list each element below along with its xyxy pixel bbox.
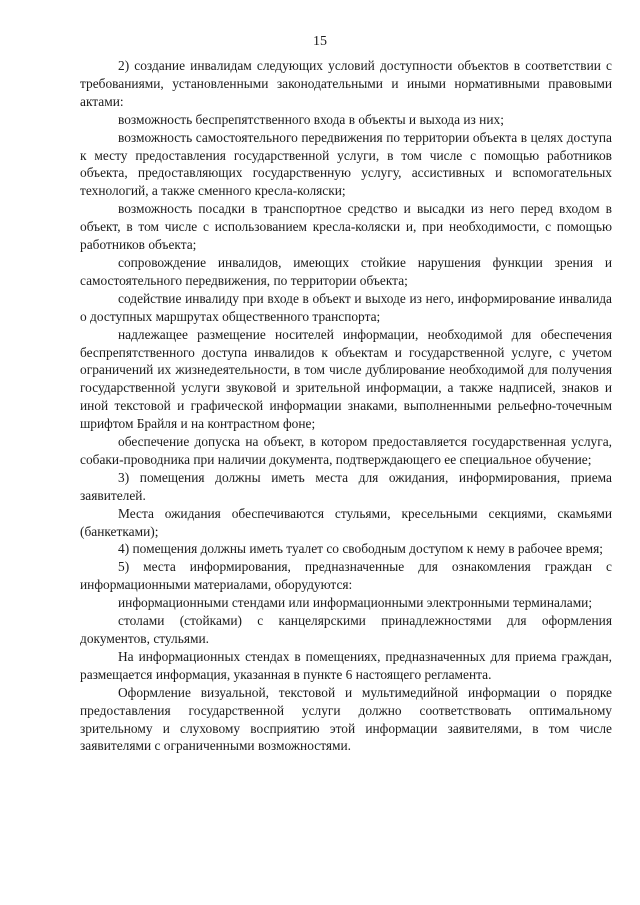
paragraph: возможность посадки в транспортное средство и высадки из него перед входом в объект, в том числе с использованием кресла-коляски и, при необходимости, с помощью работников объекта; xyxy=(80,201,612,253)
document-body xyxy=(80,57,612,755)
paragraph: 5) места информирования, предназначенные для ознакомления граждан с информационными материалами, оборудуются: xyxy=(80,559,612,593)
paragraph: 2) создание инвалидам следующих условий доступности объектов в соответствии с требованиями, установленными законодательными и иными нормативными правовыми актами: xyxy=(80,58,612,109)
paragraph: сопровождение инвалидов, имеющих стойкие нарушения функции зрения и самостоятельного передвижения, по территории объекта; xyxy=(80,254,612,288)
paragraph: На информационных стендах в помещениях, предназначенных для приема граждан, размещается информация, указанная в пункте 6 настоящего регламента. xyxy=(80,648,612,682)
paragraph: Оформление визуальной, текстовой и мультимедийной информации о порядке предоставления государственной услуги должно соответствовать оптимальному зрительному и слуховому восприятию этой информации заявителями, в том числе заявителями с ограниченными возможностями. xyxy=(80,684,612,754)
paragraph: обеспечение допуска на объект, в котором предоставляется государственная услуга, собаки-проводника при наличии документа, подтверждающего ее специальное обучение; xyxy=(80,434,612,467)
paragraph: надлежащее размещение носителей информации, необходимой для обеспечения беспрепятственного доступа инвалидов к объектам и государственной услуге, с учетом ограничений их жизнедеятельности, в том числе дублирование необходимой для получения государственной услуги звуковой и зрительной информации, а также надписей, знаков и иной текстовой и графической информации знаками, выполненными рельефно-точечным шрифтом Брайля и на контрастном фоне; xyxy=(80,326,612,432)
paragraph: возможность самостоятельного передвижения по территории объекта в целях доступа к месту предоставления государственной услуги, в том числе с помощью работников объекта, предоставляющих государственную услугу, ассистивных и вспомогательных технологий, а также сменного кресла-коляски; xyxy=(80,129,612,199)
paragraph: Места ожидания обеспечиваются стульями, кресельными секциями, скамьями (банкетками); xyxy=(80,505,612,539)
paragraph: столами (стойками) с канцелярскими принадлежностями для оформления документов, стульями. xyxy=(80,613,612,646)
paragraph: 4) помещения должны иметь туалет со свободным доступом к нему в рабочее время; xyxy=(118,541,603,557)
paragraph: содействие инвалиду при входе в объект и выходе из него, информирование инвалида о доступных маршрутах общественного транспорта; xyxy=(80,290,612,324)
paragraph: информационными стендами или информационными электронными терминалами; xyxy=(118,595,593,611)
paragraph: 3) помещения должны иметь места для ожидания, информирования, приема заявителей. xyxy=(80,469,612,503)
paragraph: возможность беспрепятственного входа в объекты и выхода из них; xyxy=(118,111,504,127)
page-number: 15 xyxy=(313,34,327,49)
